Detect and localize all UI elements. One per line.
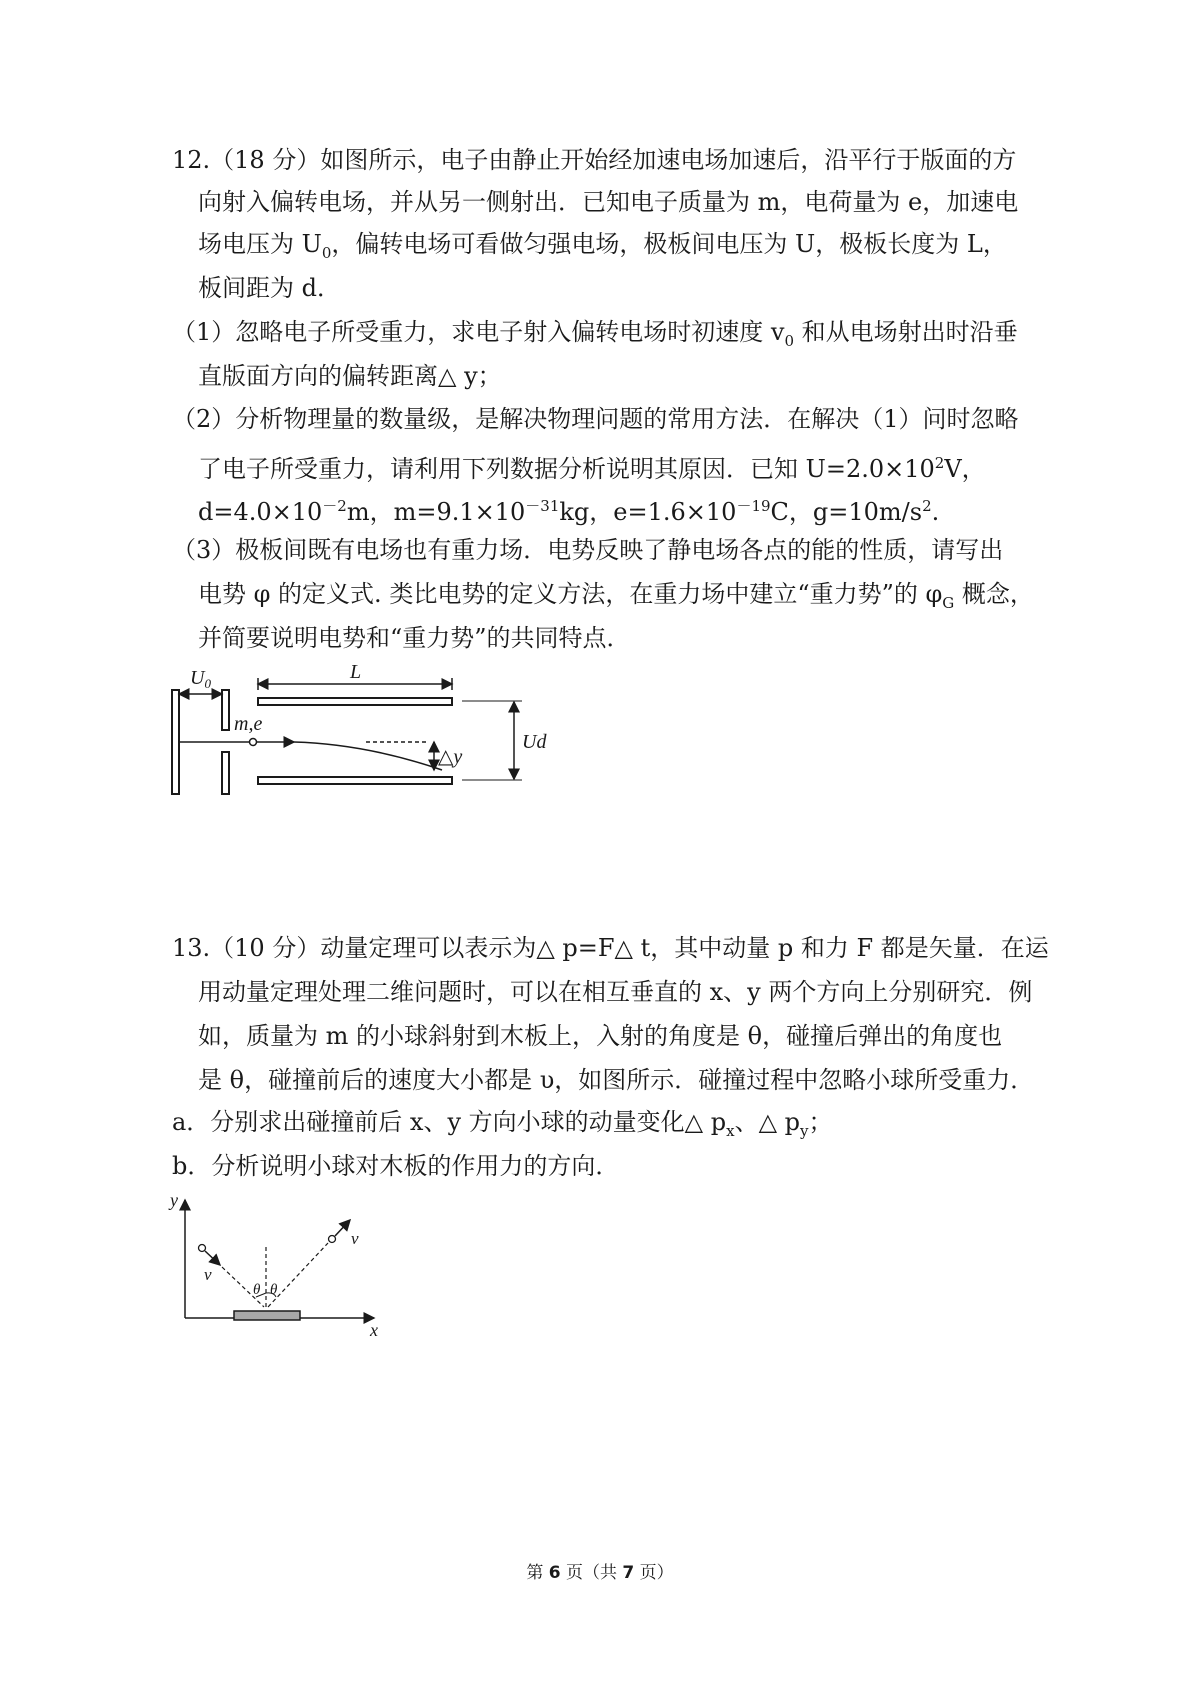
q12-part2-line-3: $d=4.0\times 10^{-2}m$，$m=9.1\times 10^{-31}kg$，$e=1.6\times 10^{-19}C$，$g=10m/s^2$. [198,497,940,526]
q12-part3-line-2: 电势 φ 的定义式. 类比电势的定义方法，在重力场中建立“重力势”的 $\varphi_G$ 概念， [198,580,1034,612]
accel-plate-left [172,690,179,794]
q13-line-3: 如，质量为 m 的小球斜射到木板上，入射的角度是 θ，碰撞后弹出的角度也 [198,1022,1003,1050]
q12-line-2: 向射入偏转电场，并从另一侧射出．已知电子质量为 m，电荷量为 e，加速电 [198,188,1019,216]
q12-line-1: 12.（18 分）如图所示，电子由静止开始经加速电场加速后，沿平行于版面的方 [172,146,1017,174]
label-l: L [350,661,362,683]
label-theta-1: θ [253,1282,261,1298]
deflect-plate-bottom [258,777,452,784]
q13-part-b: b．分析说明小球对木板的作用力的方向． [172,1152,620,1180]
wooden-board [234,1311,300,1320]
label-y-axis: y [170,1190,178,1210]
q12-part3-line-3: 并简要说明电势和“重力势”的共同特点． [198,624,631,652]
label-v-outgoing: v [351,1229,359,1248]
q12-part2-line-1: （2）分析物理量的数量级，是解决物理问题的常用方法．在解决（1）问时忽略 [172,405,1019,433]
label-me: m,e [234,713,263,735]
label-ud: Ud [522,731,547,753]
accel-plate-right-top [222,690,229,730]
q12-part1-line-2: 直版面方向的偏转距离△ y； [198,362,502,390]
q12-part3-line-1: （3）极板间既有电场也有重力场．电势反映了静电场各点的能的性质，请写出 [172,536,1004,564]
q12-line-4: 板间距为 d． [198,274,341,302]
deflection-field-figure [166,660,566,800]
label-v-incoming: v [204,1265,212,1284]
q13-line-4: 是 θ，碰撞前后的速度大小都是 υ，如图所示．碰撞过程中忽略小球所受重力． [198,1066,1035,1094]
deflect-plate-top [258,698,452,705]
label-dy: △y [438,746,463,768]
ball-incoming [199,1245,206,1252]
q12-part2-line-2: 了电子所受重力，请利用下列数据分析说明其原因．已知 $U=2.0\times 10^2V$， [198,454,986,483]
label-u0: $U_0$ [190,667,211,691]
label-x-axis: x [370,1320,378,1340]
q13-line-2: 用动量定理处理二维问题时，可以在相互垂直的 x、y 两个方向上分别研究．例 [198,978,1033,1006]
q13-part-a: a．分别求出碰撞前后 x、y 方向小球的动量变化△ $p_x$、△ $p_y$； [172,1108,833,1140]
ball-outgoing [329,1236,336,1243]
q13-line-1: 13.（10 分）动量定理可以表示为△ p=F△ t，其中动量 p 和力 F 都是矢量．在运 [172,934,1049,962]
accel-plate-right-bottom [222,752,229,794]
q12-part1-line-1: （1）忽略电子所受重力，求电子射入偏转电场时初速度 $v_0$ 和从电场射出时沿垂 [172,318,1018,350]
electron-trajectory [294,742,442,770]
ball-collision-figure [164,1190,394,1340]
label-theta-2: θ [270,1282,278,1298]
electron [250,739,257,746]
page-footer: 第 6 页（共 7 页） [526,1563,674,1583]
q12-line-3: 场电压为 $U_0$，偏转电场可看做匀强电场，极板间电压为 U，极板长度为 L， [198,230,1007,262]
